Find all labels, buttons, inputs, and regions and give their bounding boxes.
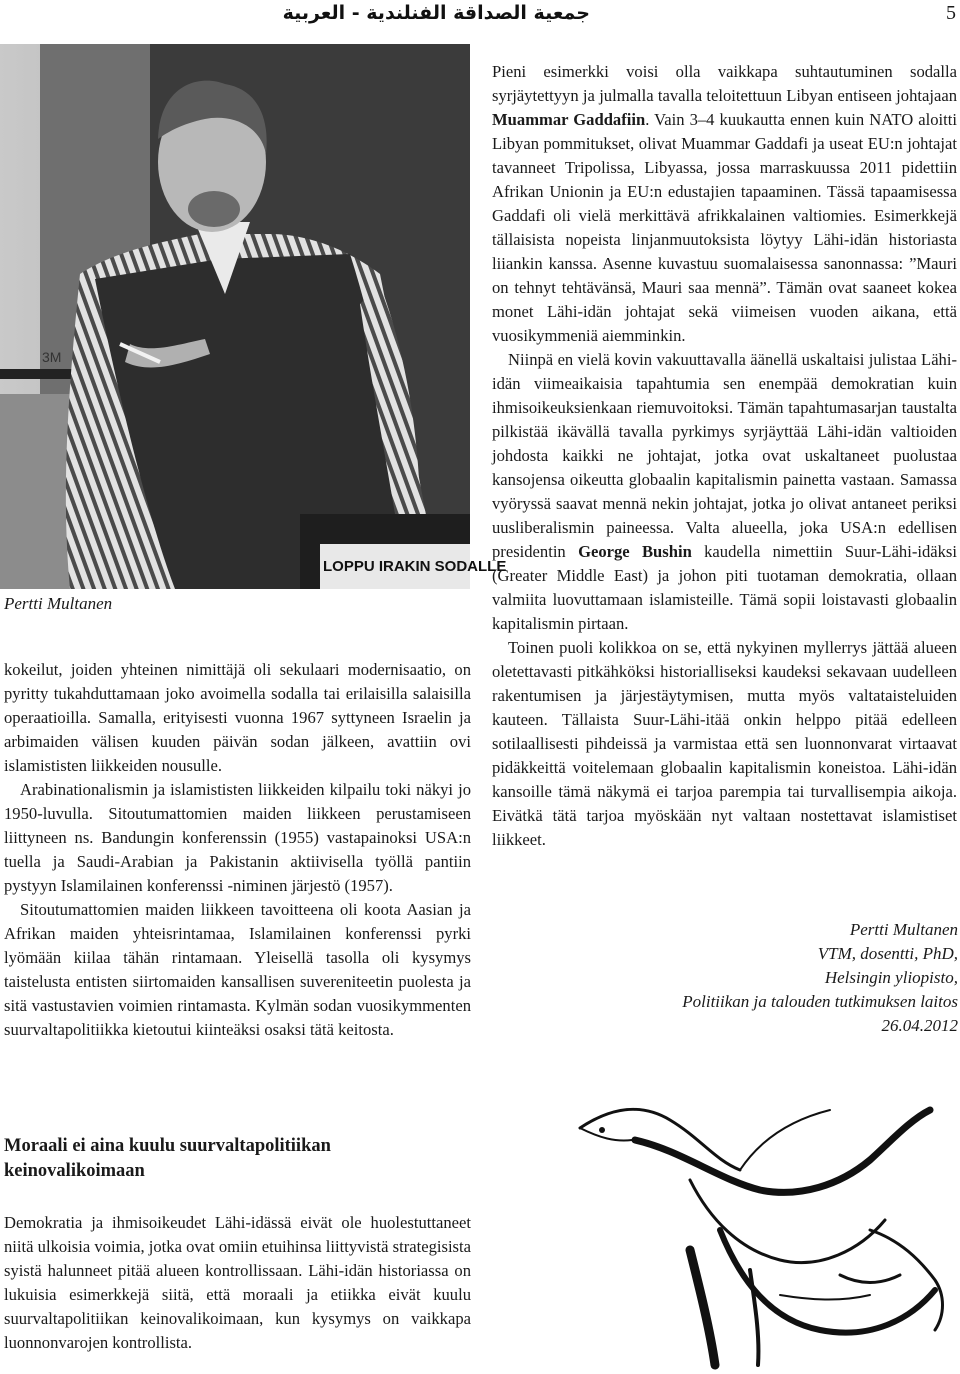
section-heading: Moraali ei aina kuulu suurvaltapolitiikan keinovalikoimaan	[4, 1136, 331, 1181]
left-paragraph-3: Sitoutumattomien maiden liikkeen tavoitteena oli koota Aasian ja Afrikan maiden yhteisrintamaa, Islamilainen konferenssi pyrki lyömään kiilaa tähän rintamaan. Yleisellä tasolla oli kysymys taistelusta entisten siirtomaiden kansallisen suvereniteetin puolesta ja sitä vastustavien voimien rintamasta. Kylmän sodan vuosikymmenten suurvaltapolitiikka kietoutui kiinteäksi osaksi tätä keitosta.	[4, 900, 471, 1039]
right-paragraph-2	[492, 348, 957, 636]
right-p2-bold: George Bushin	[578, 542, 692, 561]
right-p2-text-a: Niinpä en vielä kovin vakuuttavalla äänellä uskaltaisi julistaa Lähi-idän viimeaikaisia tapahtumia sen enempää demokratian kuin ihmisoikeuksienkaan riemuvoitoksi. Tämän tapahtumasarjan taustalta pilkistää ikävällä tavalla pyrkimys syrjäyttää Lähi-idän valtioiden johdosta kaikki ne johtajat, jotka ovat uskaltaneet puolustaa kansojensa oikeutta globaalin kapitalismin painetta vastaan. Samassa vyöryssä saavat mennä nekin johtajat, jotka jo olivat antaneet periksi uusliberalismin paineessa. Valta alueella, joka USA:n edellisen presidentin	[492, 350, 957, 561]
page-number: 5	[946, 2, 956, 24]
left-paragraph-2: Arabinationalismin ja islamististen liikkeiden kilpailu toki näkyi jo 1950-luvulla. Sitoutumattomien maiden liikkeen perustamiseen liittyneen ns. Bandungin konferenssin (1955) vastapainoksi USA:n tuella ja Saudi-Arabian ja Pakistanin aktiivisella työllä pantiin pystyyn Islamilainen konferenssi -niminen järjestö (1957).	[4, 780, 471, 895]
right-p2-text-b: kaudella nimettiin Suur-Lähi-idäksi (Greater Middle East) ja johon piti tuotaman demokratia, ollaan valmiita luovuttamaan islamisteille. Tämä sopii loistavasti globaalin kapitalismin pirtaan.	[492, 542, 958, 633]
signature-date: 26.04.2012	[881, 1016, 958, 1035]
section-body	[4, 1211, 471, 1355]
right-column	[492, 60, 957, 852]
right-paragraph-3: Toinen puoli kolikkoa on se, että nykyinen myllerrys jättää alueen oletettavasti pitkähköksi historialliseksi kaudeksi sekavaan uudelleen rakentumisen ja järjestäytymisen, mutta myös valtataisteluiden kauteen. Tällaista Suur-Lähi-itää onkin helppo pitää edelleen sotilaallisesti pihdeissä ja varmistaa että sen luonnonvarat virtaavat pidäkkeittä voitelemaan globaalin kapitalismin koneistoa. Lähi-idän kansoille tämä näkymä ei tarjoa parempia tai turvallisempia aikoja. Eivätkä tätä tarjoa myöskään nyt valtaan nostettavat islamistiset liikkeet.	[492, 638, 957, 849]
signature-department: Politiikan ja talouden tutkimuksen laitos	[682, 992, 958, 1011]
header-arabic-title: جمعية الصداقة الفنلندية - العربية	[282, 2, 590, 24]
podium-sign: LOPPU IRAKIN SODALLE	[323, 558, 507, 575]
signature-name: Pertti Multanen	[849, 920, 958, 939]
photo-caption: Pertti Multanen	[4, 594, 113, 613]
left-column	[4, 658, 471, 1042]
section-paragraph-1: Demokratia ja ihmisoikeudet Lähi-idässä eivät ole huolestuttaneet niitä ulkoisia voimia, jotka ovat omiin etuihinsa liittyvistä strategisista syistä halunneet pitää alueen kontrollissaan. Lähi-idän historiassa on lukuisia esimerkkejä siitä, että moraali ja etiikka eivät kuulu suurvaltapolitiikan keinovalikoimaan, kun kysymys on vaikkapa luonnonvarojen kontrollista.	[4, 1213, 471, 1352]
peace-dove-calligraphy-emblem	[540, 1080, 960, 1374]
left-paragraph-1: kokeilut, joiden yhteinen nimittäjä oli sekulaari modernisaatio, on pyritty tukahduttamaan joko avoimella sodalla tai erilaisilla salaisilla operaatioilla. Samalla, erityisesti vuonna 1967 syttyneen Israelin ja arbimaiden välisen kuuden päivän sodan jälkeen, avattiin ovi islamististen liikkeiden nousulle.	[4, 660, 471, 775]
speaker-photo	[0, 44, 507, 589]
right-paragraph-1	[492, 60, 957, 348]
signature-institution: Helsingin yliopisto,	[824, 968, 958, 987]
signature-title: VTM, dosentti, PhD,	[817, 944, 958, 963]
signature-block	[682, 918, 958, 1038]
board-label: 3M	[42, 349, 62, 365]
right-p1-text-b: . Vain 3–4 kuukautta ennen kuin NATO aloitti Libyan pommitukset, olivat Muammar Gaddafi ja useat EU:n johtajat tavanneet Tripolissa, Libyassa, jossa marraskuussa 2011 pidettiin Afrikan Unionin ja EU:n edustajien tapaaminen. Tässä tapaamisessa Gaddafi oli vielä merkittävä afrikkalainen valtiomies. Esimerkkejä tällaisista nopeista linjanmuutoksista löytyy Lähi-idän historiasta liiankin kanssa. Asenne kuvastuu suomalaisessa sanonnassa: ”Mauri on tehnyt tehtävänsä, Mauri saa mennä”. Tämän ovat saaneet kokea monet Lähi-idän johtajat sekä viimeisen vuoden aikana, että vuosikymmeniä aiemminkin.	[492, 110, 957, 345]
right-p1-bold: Muammar Gaddafiin	[492, 110, 646, 129]
right-p1-text-a: Pieni esimerkki voisi olla vaikkapa suhtautuminen sodalla syrjäytettyyn ja julmalla tavalla teloitettuun Libyan entiseen johtajaan	[492, 62, 957, 105]
